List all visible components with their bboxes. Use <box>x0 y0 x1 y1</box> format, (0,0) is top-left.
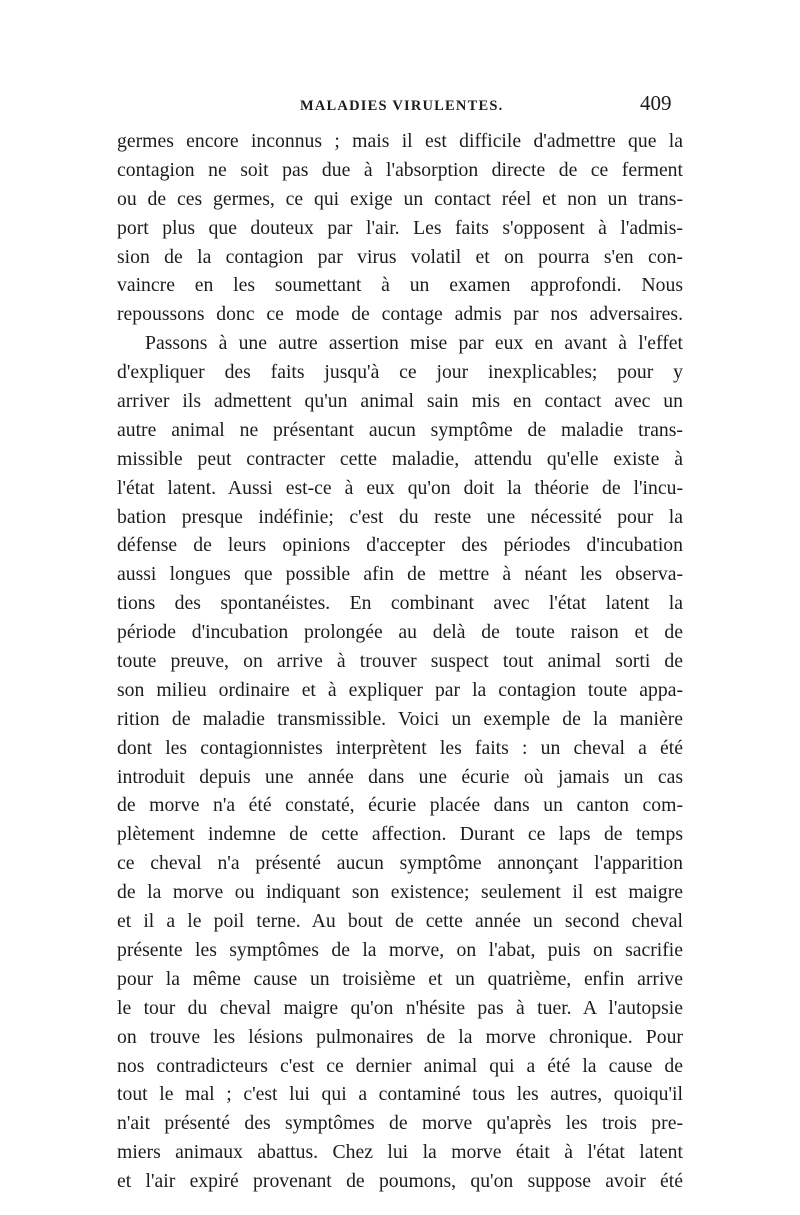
text-line: miers animaux abattus. Chez lui la morve était à l'état latent <box>117 1141 683 1164</box>
text-line: d'expliquer des faits jusqu'à ce jour inexplicables; pour y <box>117 361 683 384</box>
text-line: ce cheval n'a présenté aucun symptôme annonçant l'apparition <box>117 852 683 875</box>
text-line: aussi longues que possible afin de mettre à néant les observa- <box>117 563 683 586</box>
text-line: on trouve les lésions pulmonaires de la morve chronique. Pour <box>117 1025 683 1048</box>
text-line: repoussons donc ce mode de contage admis par nos adversaires. <box>117 303 683 326</box>
text-line: nos contradicteurs c'est ce dernier animal qui a été la cause de <box>117 1054 683 1077</box>
text-line: ou de ces germes, ce qui exige un contact réel et non un trans- <box>117 187 683 210</box>
text-line: tions des spontanéistes. En combinant avec l'état latent la <box>117 592 683 615</box>
text-line: contagion ne soit pas due à l'absorption directe de ce ferment <box>117 158 683 181</box>
text-line: et il a le poil terne. Au bout de cette année un second cheval <box>117 910 683 933</box>
text-line: présente les symptômes de la morve, on l'abat, puis on sacrifie <box>117 938 683 961</box>
text-line: le tour du cheval maigre qu'on n'hésite pas à tuer. A l'autopsie <box>117 996 683 1019</box>
text-line: n'ait présenté des symptômes de morve qu'après les trois pre- <box>117 1112 683 1135</box>
text-line: arriver ils admettent qu'un animal sain mis en contact avec un <box>117 390 683 413</box>
text-line: bation presque indéfinie; c'est du reste une nécessité pour la <box>117 505 683 528</box>
text-line: défense de leurs opinions d'accepter des périodes d'incubation <box>117 534 683 557</box>
text-line: de morve n'a été constaté, écurie placée dans un canton com- <box>117 794 683 817</box>
text-line: sion de la contagion par virus volatil et on pourra s'en con- <box>117 245 683 268</box>
text-line: vaincre en les soumettant à un examen approfondi. Nous <box>117 274 683 297</box>
text-line: rition de maladie transmissible. Voici un exemple de la manière <box>117 707 683 730</box>
text-line: de la morve ou indiquant son existence; seulement il est maigre <box>117 881 683 904</box>
text-line: port plus que douteux par l'air. Les faits s'opposent à l'admis- <box>117 216 683 239</box>
text-line: pour la même cause un troisième et un quatrième, enfin arrive <box>117 967 683 990</box>
text-line: période d'incubation prolongée au delà de toute raison et de <box>117 621 683 644</box>
text-line: Passons à une autre assertion mise par eux en avant à l'effet <box>145 332 683 355</box>
text-line: dont les contagionnistes interprètent les faits : un cheval a été <box>117 736 683 759</box>
body-text <box>117 127 683 1196</box>
text-line: et l'air expiré provenant de poumons, qu'on suppose avoir été <box>117 1170 683 1193</box>
text-line: tout le mal ; c'est lui qui a contaminé tous les autres, quoiqu'il <box>117 1083 683 1106</box>
page-number: 409 <box>640 91 672 115</box>
text-line: l'état latent. Aussi est-ce à eux qu'on doit la théorie de l'incu- <box>117 476 683 499</box>
text-line: toute preuve, on arrive à trouver suspect tout animal sorti de <box>117 650 683 673</box>
text-line: son milieu ordinaire et à expliquer par la contagion toute appa- <box>117 678 683 701</box>
running-title: MALADIES VIRULENTES. <box>300 98 504 114</box>
text-line: plètement indemne de cette affection. Durant ce laps de temps <box>117 823 683 846</box>
text-line: introduit depuis une année dans une écurie où jamais un cas <box>117 765 683 788</box>
text-line: missible peut contracter cette maladie, attendu qu'elle existe à <box>117 447 683 470</box>
text-line: germes encore inconnus ; mais il est difficile d'admettre que la <box>117 130 683 152</box>
text-line: autre animal ne présentant aucun symptôme de maladie trans- <box>117 418 683 441</box>
